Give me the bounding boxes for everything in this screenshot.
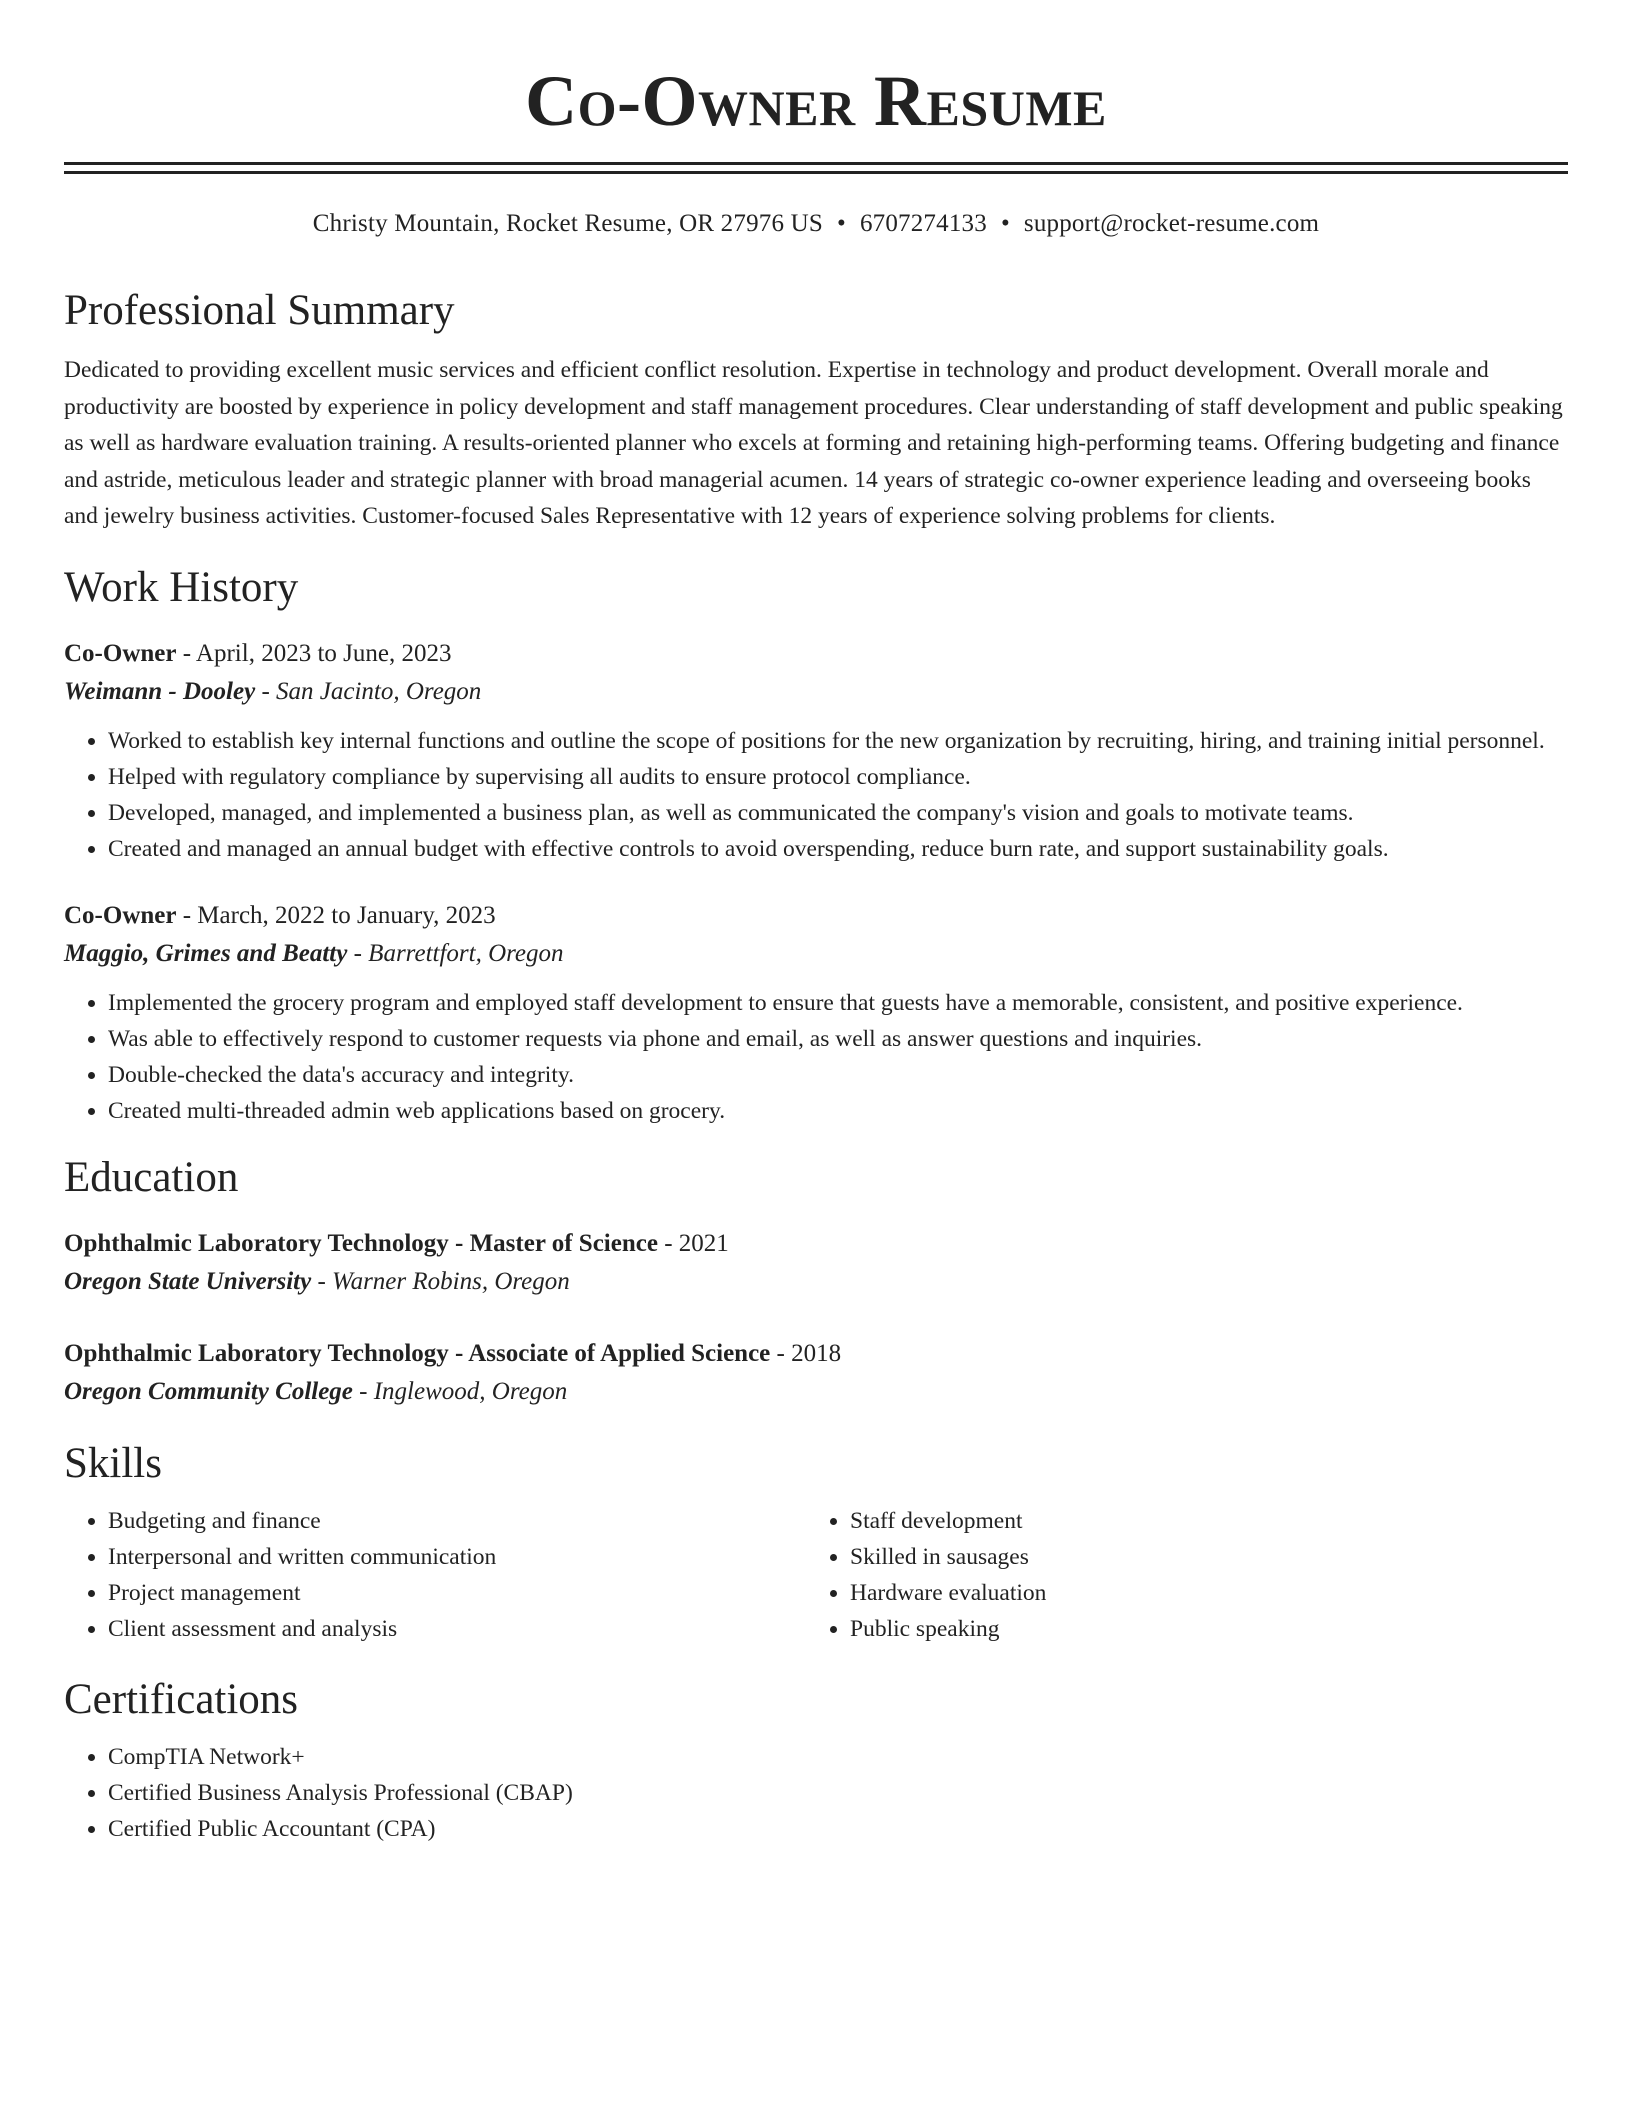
degree-name: Ophthalmic Laboratory Technology - Master of Science	[64, 1229, 658, 1257]
list-item: • Certified Public Accountant (CPA)	[108, 1811, 1568, 1847]
list-item: • Developed, managed, and implemented a business plan, as well as communicated the company's vision and goals to motivate teams.	[108, 795, 1568, 831]
list-item: • Public speaking	[850, 1611, 1548, 1647]
list-item: • Double-checked the data's accuracy and integrity.	[108, 1057, 1568, 1093]
school-name: Oregon Community College	[64, 1377, 353, 1405]
list-item: • Staff development	[850, 1503, 1548, 1539]
certifications-list	[64, 1739, 1568, 1847]
skills-column-left	[64, 1503, 806, 1647]
list-item: • Helped with regulatory compliance by supervising all audits to ensure protocol compliance.	[108, 759, 1568, 795]
list-item: • Hardware evaluation	[850, 1575, 1548, 1611]
job-bullets	[64, 985, 1568, 1129]
company-location: - Barrettfort, Oregon	[347, 939, 564, 967]
title-divider-top	[64, 162, 1568, 165]
list-item: • Interpersonal and written communication	[108, 1539, 806, 1575]
education-entry	[64, 1225, 1568, 1301]
list-item: • Budgeting and finance	[108, 1503, 806, 1539]
list-item: • Implemented the grocery program and employed staff development to ensure that guests have a memorable, consistent, and positive experience.	[108, 985, 1568, 1021]
list-item: • Worked to establish key internal functions and outline the scope of positions for the new organization by recruiting, hiring, and training initial personnel.	[108, 723, 1568, 759]
company-line	[64, 935, 1568, 973]
list-item: • Certified Business Analysis Professional (CBAP)	[108, 1775, 1568, 1811]
school-location: - Inglewood, Oregon	[352, 1377, 568, 1405]
contact-email: support@rocket-resume.com	[1023, 210, 1320, 237]
job-dates: - March, 2022 to January, 2023	[176, 901, 496, 929]
degree-line	[64, 1335, 1568, 1373]
job-entry	[64, 635, 1568, 867]
skills-column-right	[806, 1503, 1548, 1647]
job-title: Co-Owner	[64, 639, 177, 667]
job-title-line	[64, 897, 1568, 935]
list-item: • Created multi-threaded admin web applications based on grocery.	[108, 1093, 1568, 1129]
contact-phone: 6707274133	[859, 210, 987, 237]
work-history-heading: Work History	[64, 563, 299, 611]
company-line	[64, 673, 1568, 711]
company-name: Maggio, Grimes and Beatty	[64, 939, 348, 967]
school-location: - Warner Robins, Oregon	[311, 1267, 570, 1295]
list-item: • Created and managed an annual budget with effective controls to avoid overspending, reduce burn rate, and support sustainability goals.	[108, 831, 1568, 867]
list-item: • CompTIA Network+	[108, 1739, 1568, 1775]
degree-line	[64, 1225, 1568, 1263]
summary-heading: Professional Summary	[64, 287, 455, 334]
school-line	[64, 1373, 1568, 1411]
job-dates: - April, 2023 to June, 2023	[176, 639, 452, 667]
job-title: Co-Owner	[64, 901, 177, 929]
company-name: Weimann - Dooley	[64, 677, 256, 705]
list-item: • Project management	[108, 1575, 806, 1611]
job-entry	[64, 897, 1568, 1129]
contact-address: Christy Mountain, Rocket Resume, OR 27976 US	[312, 210, 823, 237]
title-divider-bottom	[64, 171, 1568, 174]
company-location: - San Jacinto, Oregon	[255, 677, 482, 705]
list-item: • Client assessment and analysis	[108, 1611, 806, 1647]
skills-heading: Skills	[64, 1439, 162, 1487]
summary-text: Dedicated to providing excellent music services and efficient conflict resolution. Expertise in technology and product development. Overall morale and productivity are boosted by experience in policy development and staff management procedures. Clear understanding of staff development and public speaking as well as hardware evaluation training. A results-oriented planner who excels at forming and retaining high-performing teams. Offering budgeting and finance and astride, meticulous leader and strategic planner with broad managerial acumen. 14 years of strategic co-owner experience leading and overseeing books and jewelry business activities. Customer-focused Sales Representative with 12 years of experience solving problems for clients.	[64, 357, 1563, 529]
job-bullets	[64, 723, 1568, 867]
resume-title: Co-Owner Resume	[525, 61, 1107, 141]
contact-separator: •	[1000, 210, 1010, 237]
list-item: • Was able to effectively respond to customer requests via phone and email, as well as answer questions and inquiries.	[108, 1021, 1568, 1057]
list-item: • Skilled in sausages	[850, 1539, 1548, 1575]
skills-grid	[64, 1503, 1568, 1647]
education-entry	[64, 1335, 1568, 1411]
degree-year: - 2018	[770, 1339, 842, 1367]
degree-year: - 2021	[657, 1229, 729, 1257]
contact-separator: •	[836, 210, 846, 237]
degree-name: Ophthalmic Laboratory Technology - Associate of Applied Science	[64, 1339, 771, 1367]
job-title-line	[64, 635, 1568, 673]
school-line	[64, 1263, 1568, 1301]
certifications-heading: Certifications	[64, 1675, 299, 1723]
education-heading: Education	[64, 1153, 239, 1201]
school-name: Oregon State University	[64, 1267, 312, 1295]
contact-line	[64, 208, 1568, 240]
